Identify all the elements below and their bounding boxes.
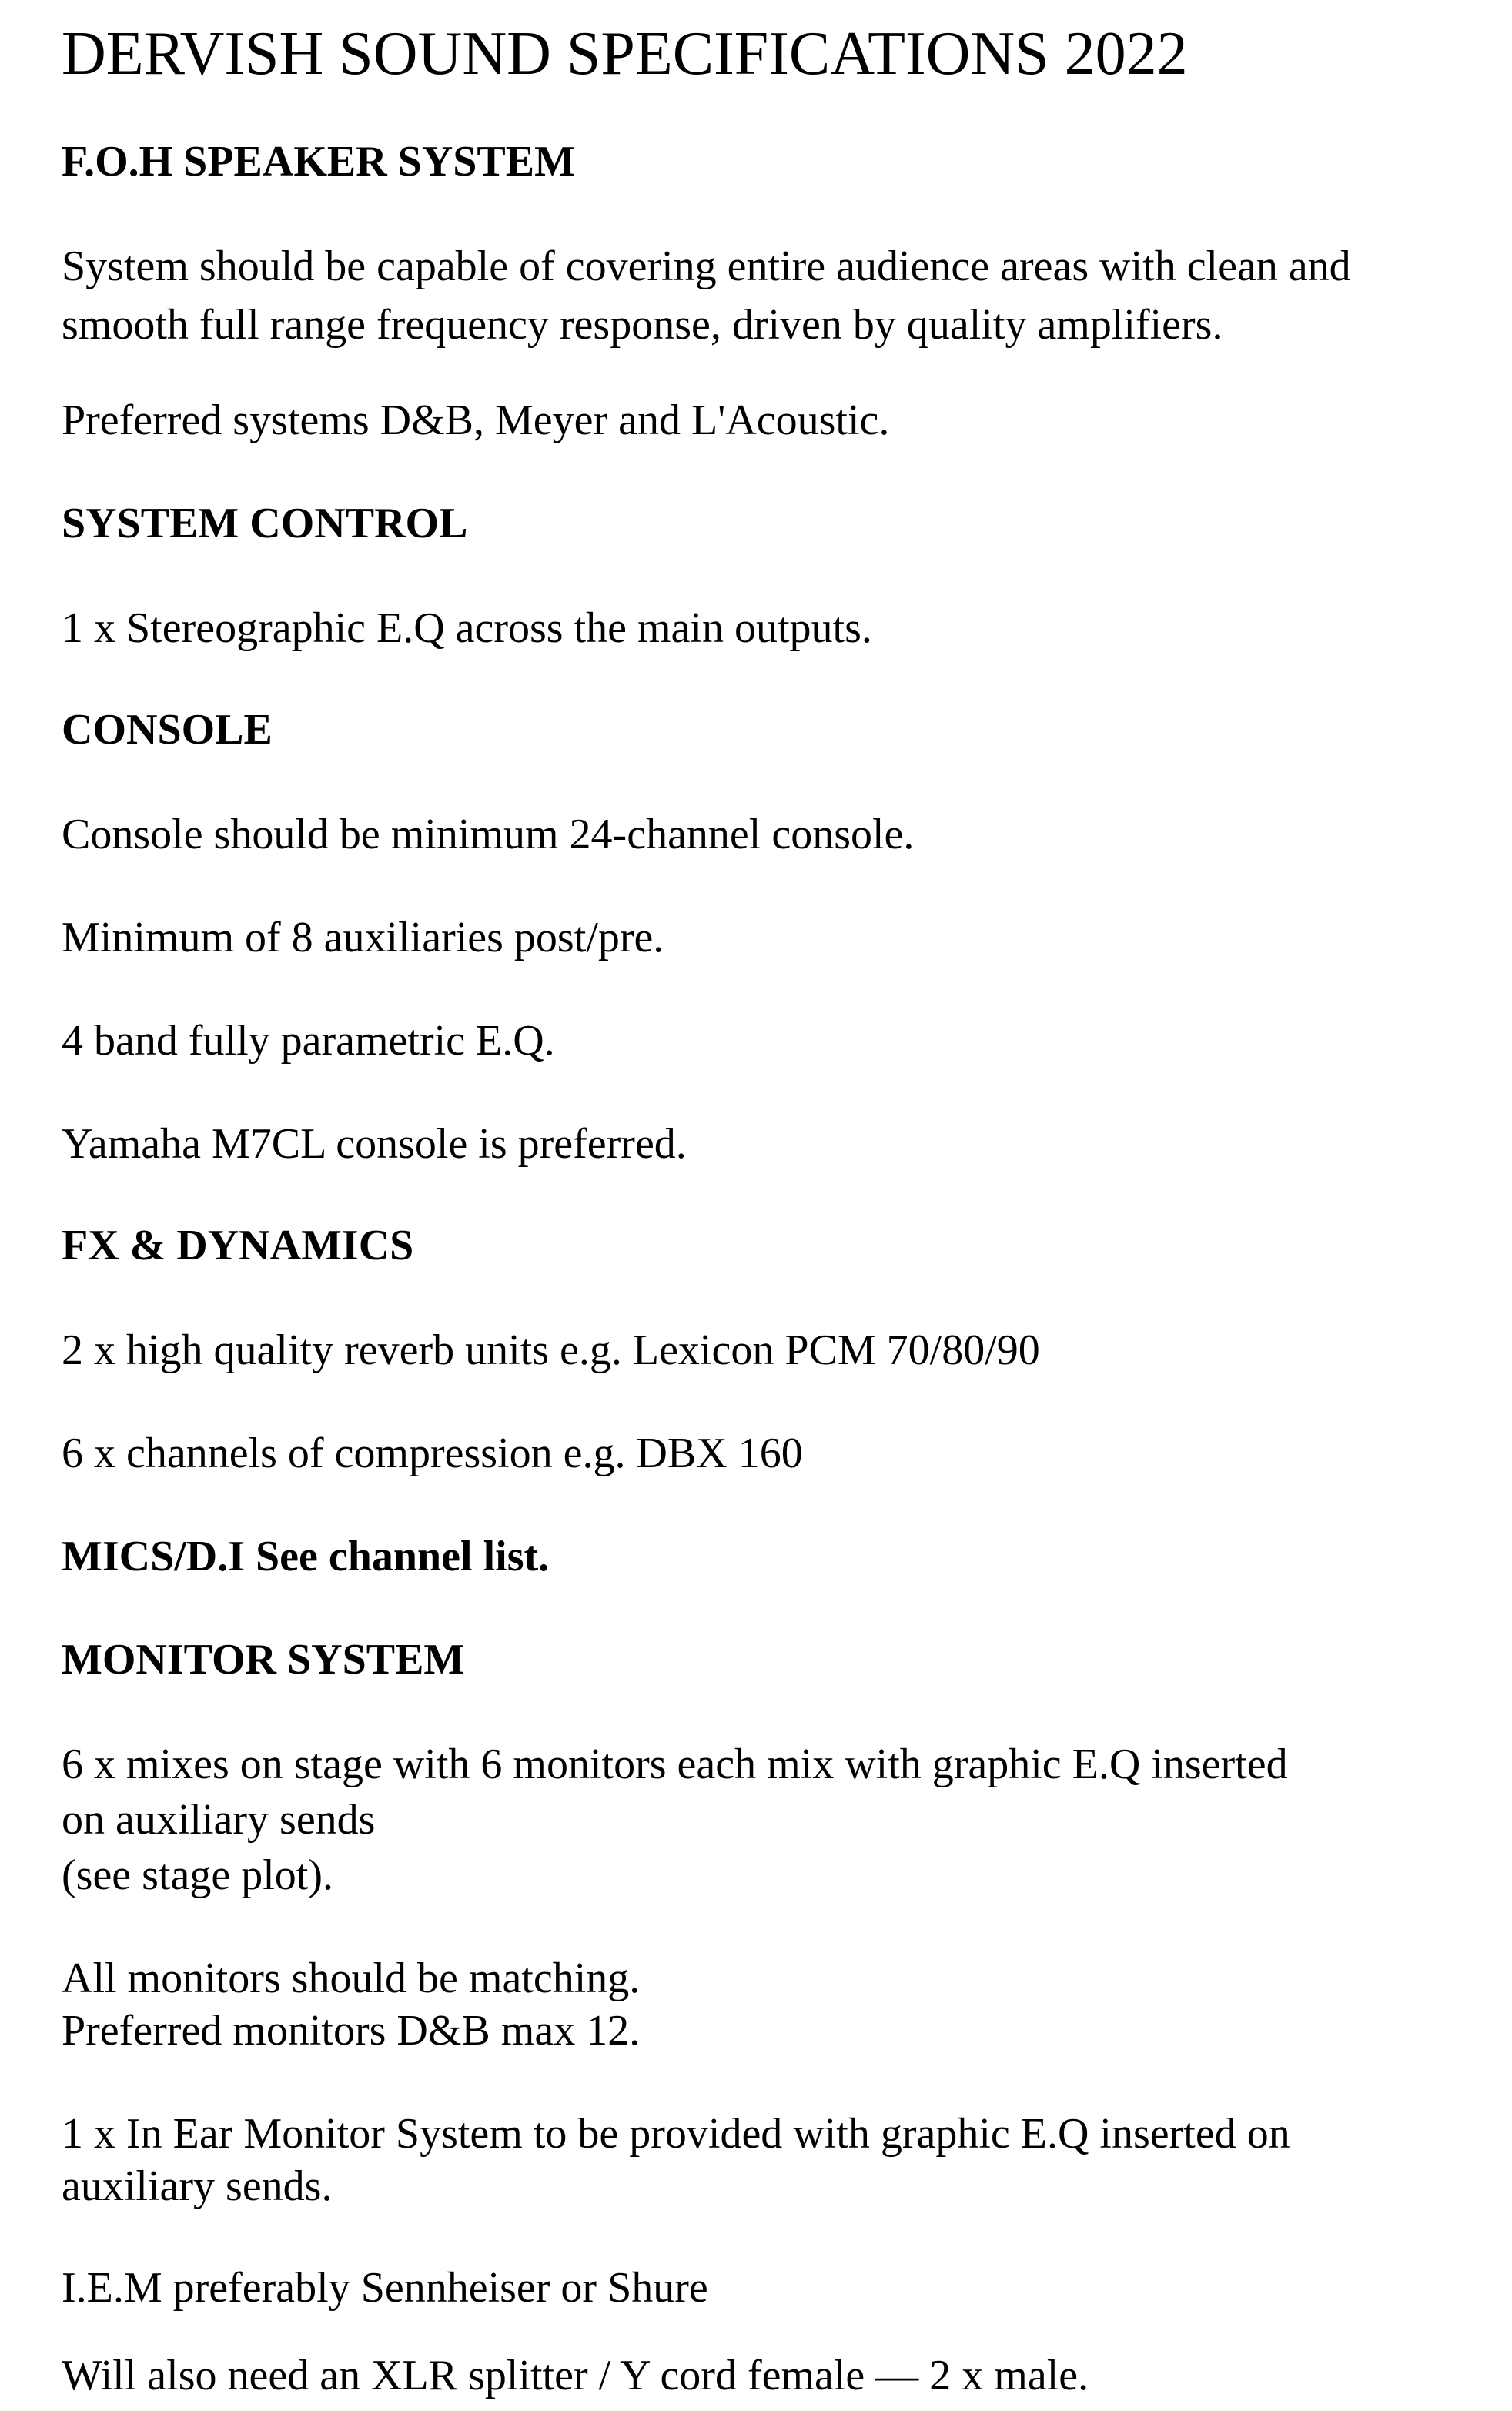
monitor-iem-line-1: 1 x In Ear Monitor System to be provided with graphic E.Q inserted on	[62, 2110, 1290, 2158]
monitor-mixes-line-1: 6 x mixes on stage with 6 monitors each mix with graphic E.Q inserted	[62, 1741, 1288, 1788]
foh-paragraph-line-1: System should be capable of covering entire audience areas with clean and	[62, 242, 1351, 290]
monitor-mixes-line-2: on auxiliary sends	[62, 1796, 376, 1844]
monitor-matching-line-1: All monitors should be matching.	[62, 1955, 641, 2002]
foh-paragraph-line-2: smooth full range frequency response, driven by quality amplifiers.	[62, 301, 1223, 349]
foh-heading: F.O.H SPEAKER SYSTEM	[62, 138, 575, 186]
monitor-heading: MONITOR SYSTEM	[62, 1636, 465, 1684]
system-control-paragraph: 1 x Stereographic E.Q across the main outputs.	[62, 604, 872, 652]
monitor-xlr-splitter: Will also need an XLR splitter / Y cord female — 2 x male.	[62, 2352, 1089, 2399]
console-preferred: Yamaha M7CL console is preferred.	[62, 1120, 687, 1168]
fx-compression: 6 x channels of compression e.g. DBX 160	[62, 1430, 803, 1477]
fx-reverb: 2 x high quality reverb units e.g. Lexicon PCM 70/80/90	[62, 1326, 1040, 1374]
document-title: DERVISH SOUND SPECIFICATIONS 2022	[62, 20, 1188, 88]
system-control-heading: SYSTEM CONTROL	[62, 500, 468, 547]
fx-heading: FX & DYNAMICS	[62, 1222, 414, 1269]
console-eq: 4 band fully parametric E.Q.	[62, 1017, 555, 1065]
mics-heading: MICS/D.I See channel list.	[62, 1533, 550, 1580]
monitor-iem-line-2: auxiliary sends.	[62, 2162, 333, 2210]
console-heading: CONSOLE	[62, 706, 273, 754]
monitor-iem-brand: I.E.M preferably Sennheiser or Shure	[62, 2264, 708, 2312]
console-channels: Console should be minimum 24-channel console.	[62, 811, 915, 858]
console-auxiliaries: Minimum of 8 auxiliaries post/pre.	[62, 914, 664, 961]
monitor-matching-line-2: Preferred monitors D&B max 12.	[62, 2007, 641, 2055]
foh-preferred-systems: Preferred systems D&B, Meyer and L'Acoustic.	[62, 396, 890, 444]
monitor-mixes-line-3: (see stage plot).	[62, 1851, 333, 1899]
